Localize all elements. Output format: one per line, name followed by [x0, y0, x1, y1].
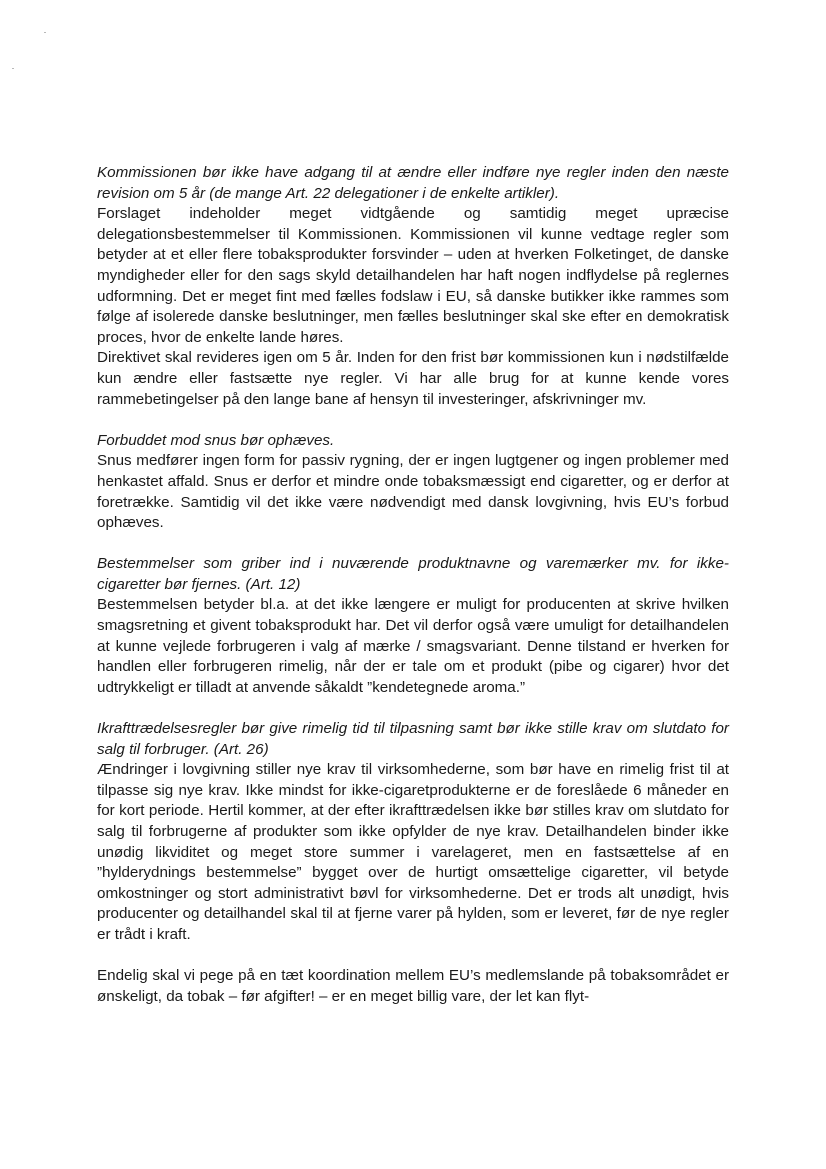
section-delegation: [97, 163, 729, 410]
document-body: [97, 163, 729, 1028]
paragraph: Ændringer i lovgivning stiller nye krav til virksomhederne, som bør have en rimelig frist til at tilpasse sig nye krav. Ikke mindst for ikke-cigaretprodukterne er de foreslåede 6 måneder en for kort periode. Hertil kommer, at der efter ikrafttrædelsen ikke bør stilles krav om slutdato for salg til forbrugerne af produkter som ikke opfylder de nye krav. Detailhandelen binder ikke unødig likviditet og meget store summer i varelageret, men en fastsættelse af en ”hylderydnings bestemmelse” bygget over de hurtigt omsættelige cigaretter, vil betyde omkostninger og stort administrativt bøvl for virksomhederne. Det er trods alt unødigt, hvis producenter og detailhandel skal til at fjerne varer på hylden, som er leveret, før de nye regler er trådt i kraft.: [97, 761, 729, 943]
section-heading: Kommissionen bør ikke have adgang til at ændre eller indføre nye regler inden den næste revision om 5 år (de mange Art. 22 delegationer i de enkelte artikler).: [97, 164, 729, 202]
paragraph: Endelig skal vi pege på en tæt koordination mellem EU’s medlemslande på tobaksområdet er ønskeligt, da tobak – før afgifter! – er en meget billig vare, der let kan flyt-: [97, 967, 729, 1005]
paragraph: Forslaget indeholder meget vidtgående og samtidig meget upræcise delegationsbestemmelser til Kommissionen. Kommissionen vil kunne vedtage regler som betyder at et eller flere tobaksprodukter forsvinder – uden at hverken Folketinget, de danske myndigheder eller for den sags skyld detailhandelen har haft nogen indflydelse på reglernes udformning. Det er meget fint med fælles fodslaw i EU, så danske butikker ikke rammes som følge af isolerede danske beslutninger, men fælles beslutninger skal ske efter en demokratisk proces, hvor de enkelte lande høres.: [97, 205, 729, 346]
section-snus: [97, 431, 729, 534]
paragraph: Direktivet skal revideres igen om 5 år. Inden for den frist bør kommissionen kun i nødstilfælde kun ændre eller fastsætte nye regler. Vi har alle brug for at kunne kende vores rammebetingelser på den lange bane af hensyn til investeringer, afskrivninger mv.: [97, 349, 729, 408]
section-product-names: [97, 554, 729, 698]
scan-speck: [44, 32, 46, 33]
section-heading: Forbuddet mod snus bør ophæves.: [97, 431, 335, 449]
section-heading: Ikrafttrædelsesregler bør give rimelig tid til tilpasning samt bør ikke stille krav om slutdato for salg til forbruger. (Art. 26): [97, 720, 729, 758]
paragraph: Bestemmelsen betyder bl.a. at det ikke længere er muligt for producenten at skrive hvilken smagsretning et givent tobaksprodukt har. Det vil derfor også være umuligt for detailhandelen at kunne vejlede forbrugeren i valg af mærke / smagsvariant. Denne tilstand er hverken for handlen eller forbrugeren rimelig, når der er tale om et produkt (pibe og cigarer) hvor det udtrykkeligt er tilladt at anvende såkaldt ”kendetegnede aroma.”: [97, 596, 729, 696]
paragraph: Snus medfører ingen form for passiv rygning, der er ingen lugtgener og ingen problemer med henkastet affald. Snus er derfor et mindre onde tobaksmæssigt end cigaretter, og er derfor at foretrække. Samtidig vil det ikke være nødvendigt med dansk lovgivning, hvis EU’s forbud ophæves.: [97, 452, 729, 532]
scan-speck: [12, 68, 14, 69]
section-heading: Bestemmelser som griber ind i nuværende produktnavne og varemærker mv. for ikke-cigaretter bør fjernes. (Art. 12): [97, 555, 729, 593]
section-entry-into-force: [97, 719, 729, 946]
section-coordination: [97, 966, 729, 1007]
